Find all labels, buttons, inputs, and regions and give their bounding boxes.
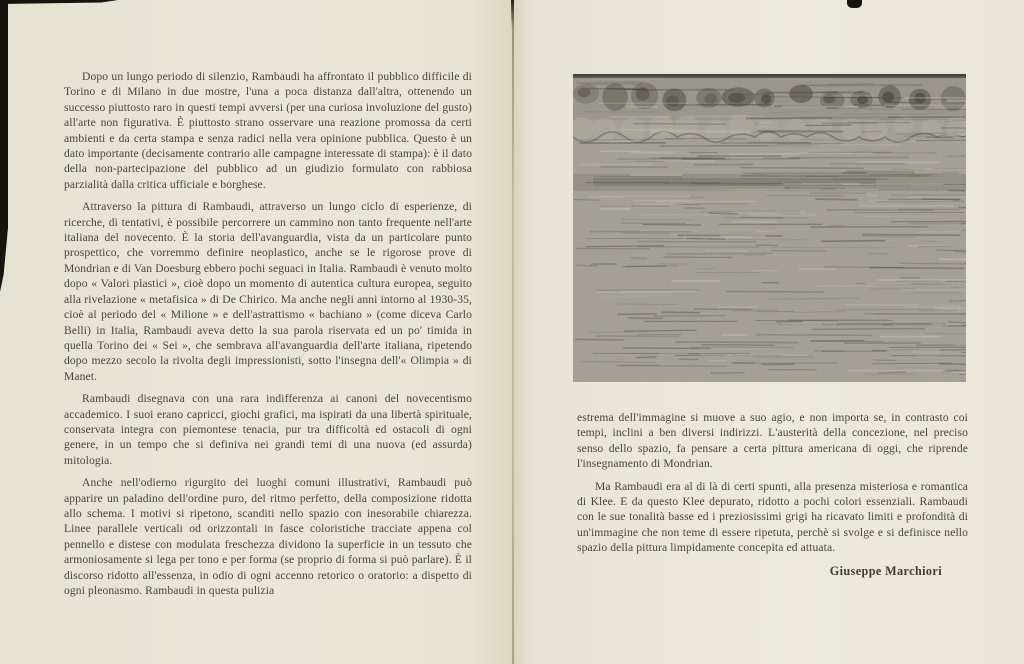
photo-edge-top-right	[847, 0, 862, 8]
paragraph: Anche nell'odierno rigurgito dei luoghi comuni illustrativi, Rambaudi può apparire un paladino dell'ordine puro, del ritmo perfetto, della composizione ridotta allo schema. I motivi si ripetono, scanditi nello spazio con inesorabile chiarezza. Linee parallele verticali od orizzontali in fasce coloristiche tracciate appena col pennello e distese con modulata freschezza dividono la superficie in un tessuto che armoniosamente si lega per tono e per forma (se proprio di forma si può parlare). È il discorso ridotto all'essenza, in odio di ogni accenno retorico o oratorio: a dispetto di ogni pleonasmo. Rambaudi in questa pulizia	[64, 476, 472, 597]
paragraph: Attraverso la pittura di Rambaudi, attraverso un lungo ciclo di esperienze, di ricerche, di tentativi, è possibile percorrere un cammino non tanto frequente nell'arte italiana del novecento. È la storia dell'avanguardia, vista da un particolare punto prospettico, che vorremmo definire neoplastico, anche se le rigorose prove di Mondrian e di Van Doesburg ebbero pochi seguaci in Italia. Rambaudi è venuto molto dopo « Valori plastici », cioè dopo un momento di autentica cultura europea, seguito alla rivelazione « metafisica » di De Chirico. Ma anche negli anni intorno al 1930-35, cioè al periodo del « Milione » e dell'astrattismo « bachiano » (come diceva Carlo Belli) in Italia, Rambaudi aveva detto la sua parola riservata ed un po' timida in quella Torino dei « Sei », che sembrava all'avanguardia dell'arte italiana, ripetendo dopo mezzo secolo la rivolta degli impressionisti, sotto l'insegna dell'« Olimpia » di Manet.	[64, 200, 472, 383]
author-signature: Giuseppe Marchiori	[829, 563, 942, 578]
gutter-fold	[512, 0, 514, 664]
right-page-text	[577, 410, 968, 579]
artwork-plate	[573, 74, 966, 382]
artwork-image	[573, 74, 966, 382]
paragraph: Rambaudi disegnava con una rara indifferenza ai canoni del novecentismo accademico. I suoi erano capricci, giochi grafici, ma ispirati da una libertà spirituale, conservata integra con piemontese tenacia, pur tra difficoltà ed ostacoli di ogni genere, in un tempo che si definiva nei grandi temi di una nuova (ed assurda) mitologia.	[64, 392, 472, 467]
paragraph: Dopo un lungo periodo di silenzio, Rambaudi ha affrontato il pubblico difficile di Torino e di Milano in due mostre, l'una a poca distanza dall'altra, ottenendo un successo piuttosto raro in questi tempi avversi (per una curiosa involuzione del gusto) all'arte non figurativa. È piuttosto strano osservare una reazione promossa da certi ambienti e da certa stampa e senza radici nella vera opinione pubblica. Questo è un dato importante (decisamente contrario alle campagne interessate di stampa): è il dato della non-partecipazione del pubblico ad un giudizio formulato con rabbiosa parzialità dalla critica ufficiale e borghese.	[64, 70, 472, 191]
paragraph: estrema dell'immagine si muove a suo agio, e non importa se, in contrasto coi tempi, inclini a ben diversi indirizzi. L'austerità della concezione, nel preciso senso dello spazio, fa pensare a certa pittura americana di oggi, che riprende l'insegnamento di Mondrian.	[577, 411, 968, 471]
right-page-paragraphs	[577, 410, 968, 556]
gutter-fold-shadow	[511, 0, 514, 27]
left-page-text	[64, 69, 472, 605]
paragraph: Ma Rambaudi era al di là di certi spunti, alla presenza misteriosa e romantica di Klee. E da questo Klee depurato, ridotto a pochi colori essenziali. Rambaudi con le sue tonalità basse ed i preziosissimi grigi ha ricavato limiti e profondità di un'immagine che non teme di essere ripetuta, perchè si svolge e si definisce nello spazio della pittura limpidamente concepita ed attuata.	[577, 479, 968, 555]
